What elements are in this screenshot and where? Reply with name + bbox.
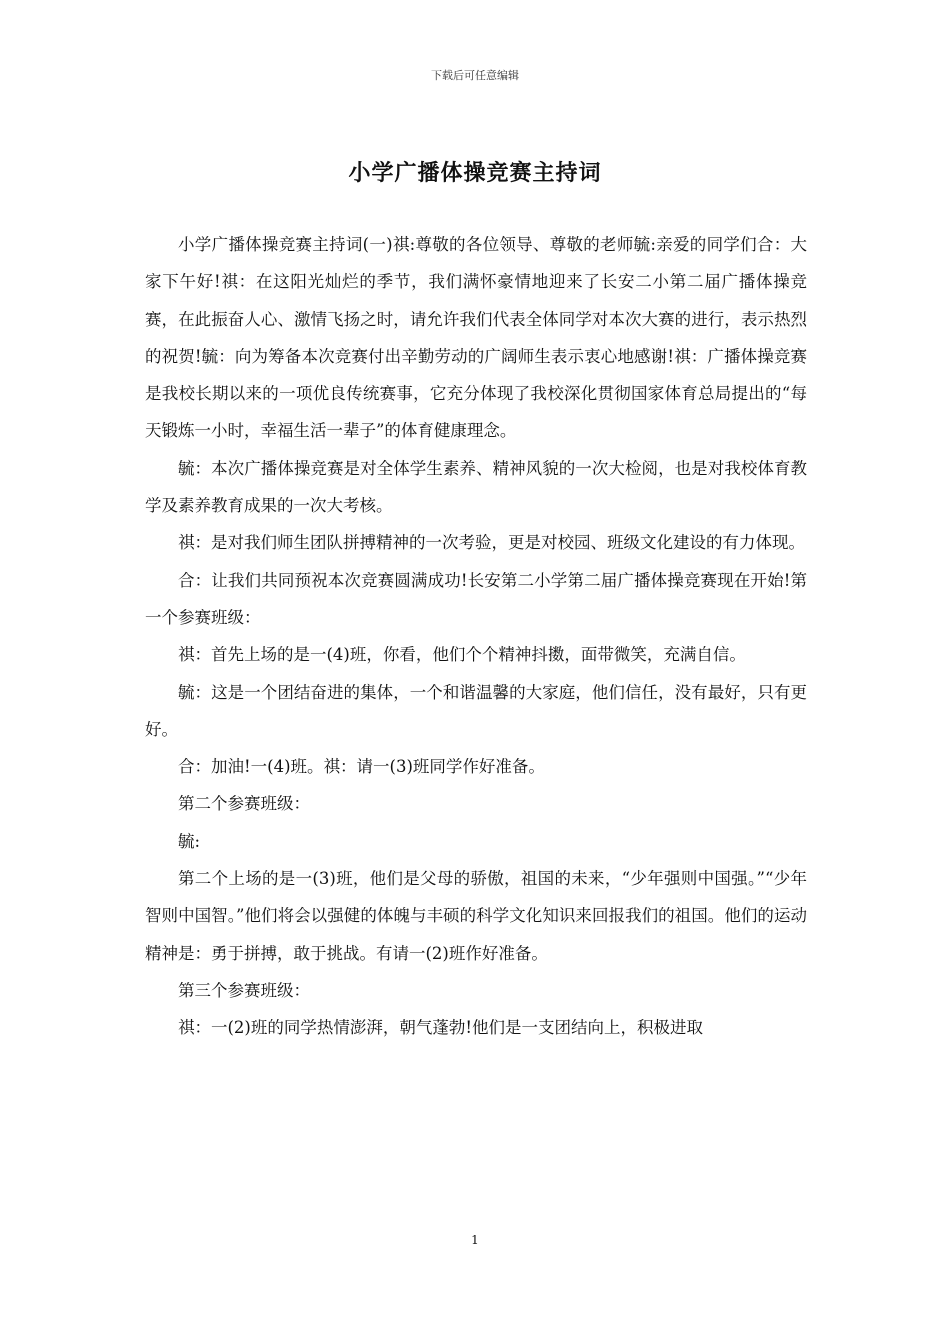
paragraph: 毓：本次广播体操竞赛是对全体学生素养、精神风貌的一次大检阅，也是对我校体育教学及素养教育成果的一次大考核。: [145, 458, 807, 516]
paragraph: 毓:: [178, 831, 201, 851]
paragraph: 第二个参赛班级：: [178, 794, 310, 814]
paragraph: 祺：是对我们师生团队拼搏精神的一次考验，更是对校园、班级文化建设的有力体现。: [178, 533, 805, 553]
paragraph: 合：加油!一(4)班。祺：请一(3)班同学作好准备。: [178, 757, 545, 777]
document-title: 小学广播体操竞赛主持词: [348, 160, 602, 186]
paragraph: 第二个上场的是一(3)班，他们是父母的骄傲，祖国的未来，“少年强则中国强。”“少年智则中国智。”他们将会以强健的体魄与丰硕的科学文化知识来回报我们的祖国。他们的运动精神是：勇于拼搏，敢于挑战。有请一(2)班作好准备。: [145, 869, 807, 963]
page-number: 1: [471, 1233, 479, 1247]
paragraph: 小学广播体操竞赛主持词(一)祺:尊敬的各位领导、尊敬的老师毓:亲爱的同学们合：大家下午好!祺：在这阳光灿烂的季节，我们满怀豪情地迎来了长安二小第二届广播体操竞赛，在此振奋人心、激情飞扬之时，请允许我们代表全体同学对本次大赛的进行，表示热烈的祝贺!毓：向为筹备本次竞赛付出辛勤劳动的广阔师生表示衷心地感谢!祺：广播体操竞赛是我校长期以来的一项优良传统赛事，它充分体现了我校深化贯彻国家体育总局提出的“每天锻炼一小时，幸福生活一辈子”的体育健康理念。: [145, 235, 807, 441]
paragraph: 祺：首先上场的是一(4)班，你看，他们个个精神抖擞，面带微笑，充满自信。: [178, 645, 746, 665]
paragraph: 祺：一(2)班的同学热情澎湃，朝气蓬勃!他们是一支团结向上，积极进取: [178, 1018, 704, 1038]
paragraph: 第三个参赛班级：: [178, 980, 310, 1000]
paragraph: 合：让我们共同预祝本次竞赛圆满成功!长安第二小学第二届广播体操竞赛现在开始!第一个参赛班级：: [145, 570, 807, 627]
document-body: [145, 226, 807, 1047]
header-note: 下载后可任意编辑: [431, 69, 519, 82]
paragraph: 毓：这是一个团结奋进的集体，一个和谐温馨的大家庭，他们信任，没有最好，只有更好。: [145, 682, 807, 739]
